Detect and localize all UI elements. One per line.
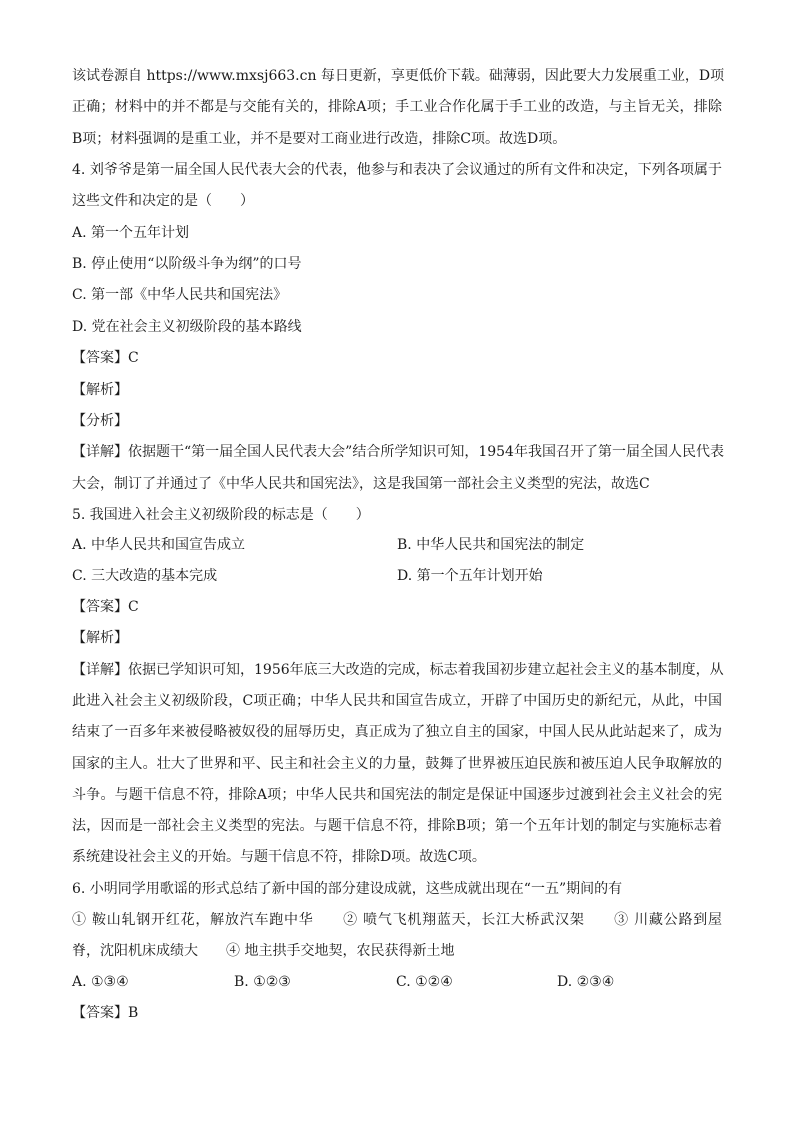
text-line: 斗争。与题干信息不符，排除A项；中华人民共和国宪法的制定是保证中国逐步过渡到社会主义社会的宪 xyxy=(72,786,722,803)
text-line: 国家的主人。壮大了世界和平、民主和社会主义的力量，鼓舞了世界被压迫民族和被压迫人民争取解放的 xyxy=(72,755,722,772)
text-line: 法，因而是一部社会主义类型的宪法。与题干信息不符，排除B项；第一个五年计划的制定与实施标志着 xyxy=(72,818,722,835)
text-line: 该试卷源自 https://www.mxsj663.cn 每日更新，享更低价下载。础薄弱，因此要大力发展重工业，D项 xyxy=(72,68,725,84)
text-line: 大会，制订了并通过了《中华人民共和国宪法》，这是我国第一部社会主义类型的宪法，故选C xyxy=(72,475,650,492)
q6-option-d: D. ②③④ xyxy=(557,974,615,990)
text-line: A. 第一个五年计划 xyxy=(72,224,190,241)
text-line: 6. 小明同学用歌谣的形式总结了新中国的部分建设成就，这些成就出现在“一五”期间的有 xyxy=(72,880,623,897)
q6-option-b: B. ①②③ xyxy=(234,974,291,990)
q5-option-b: B. 中华人民共和国宪法的制定 xyxy=(397,537,585,553)
q6-answer: 【答案】B xyxy=(72,1005,139,1021)
text-line: 【解析】 xyxy=(72,381,128,398)
text-line: ① 鞍山轧钢开红花，解放汽车跑中华 ② 喷气飞机翔蓝天，长江大桥武汉架 ③ 川藏公路到屋 xyxy=(72,912,722,928)
text-line: D. 党在社会主义初级阶段的基本路线 xyxy=(72,318,302,335)
text-line: 脊，沈阳机床成绩大 ④ 地主拱手交地契，农民获得新土地 xyxy=(72,943,455,960)
text-line: 此进入社会主义初级阶段，C项正确；中华人民共和国宣告成立，开辟了中国历史的新纪元，从此，中国 xyxy=(72,692,722,709)
text-line: 5. 我国进入社会主义初级阶段的标志是（ ） xyxy=(72,506,370,523)
text-line: 这些文件和决定的是（ ） xyxy=(72,193,254,210)
text-line: 结束了一百多年来被侵略被奴役的屈辱历史，真正成为了独立自主的国家，中国人民从此站起来了，成为 xyxy=(72,724,722,741)
text-line: C. 第一部《中华人民共和国宪法》 xyxy=(72,287,288,304)
q5-option-c: C. 三大改造的基本完成 xyxy=(72,568,218,584)
text-line: 【详解】依据题干“第一届全国人民代表大会”结合所学知识可知，1954年我国召开了第一届全国人民代表 xyxy=(72,444,724,461)
q5-option-a: A. 中华人民共和国宣告成立 xyxy=(72,537,246,553)
text-line: 【答案】C xyxy=(72,599,139,615)
q6-option-a: A. ①③④ xyxy=(72,974,129,990)
text-line: 【详解】依据已学知识可知，1956年底三大改造的完成，标志着我国初步建立起社会主义的基本制度，从 xyxy=(72,661,724,678)
text-line: 系统建设社会主义的开始。与题干信息不符，排除D项。故选C项。 xyxy=(72,849,486,866)
q6-option-c: C. ①②④ xyxy=(396,974,453,990)
text-line: 4. 刘爷爷是第一届全国人民代表大会的代表，他参与和表决了会议通过的所有文件和决定，下列各项属于 xyxy=(72,162,722,179)
text-line: 【答案】C xyxy=(72,350,139,367)
text-line: 【解析】 xyxy=(72,630,128,647)
text-line: 正确；材料中的并不都是与交能有关的，排除A项；手工业合作化属于手工业的改造，与主旨无关，排除 xyxy=(72,99,722,116)
text-line: B. 停止使用“以阶级斗争为纲”的口号 xyxy=(72,256,302,273)
text-line: 【分析】 xyxy=(72,412,128,429)
text-line: B项；材料强调的是重工业，并不是要对工商业进行改造，排除C项。故选D项。 xyxy=(72,130,567,147)
q5-option-d: D. 第一个五年计划开始 xyxy=(397,568,543,584)
